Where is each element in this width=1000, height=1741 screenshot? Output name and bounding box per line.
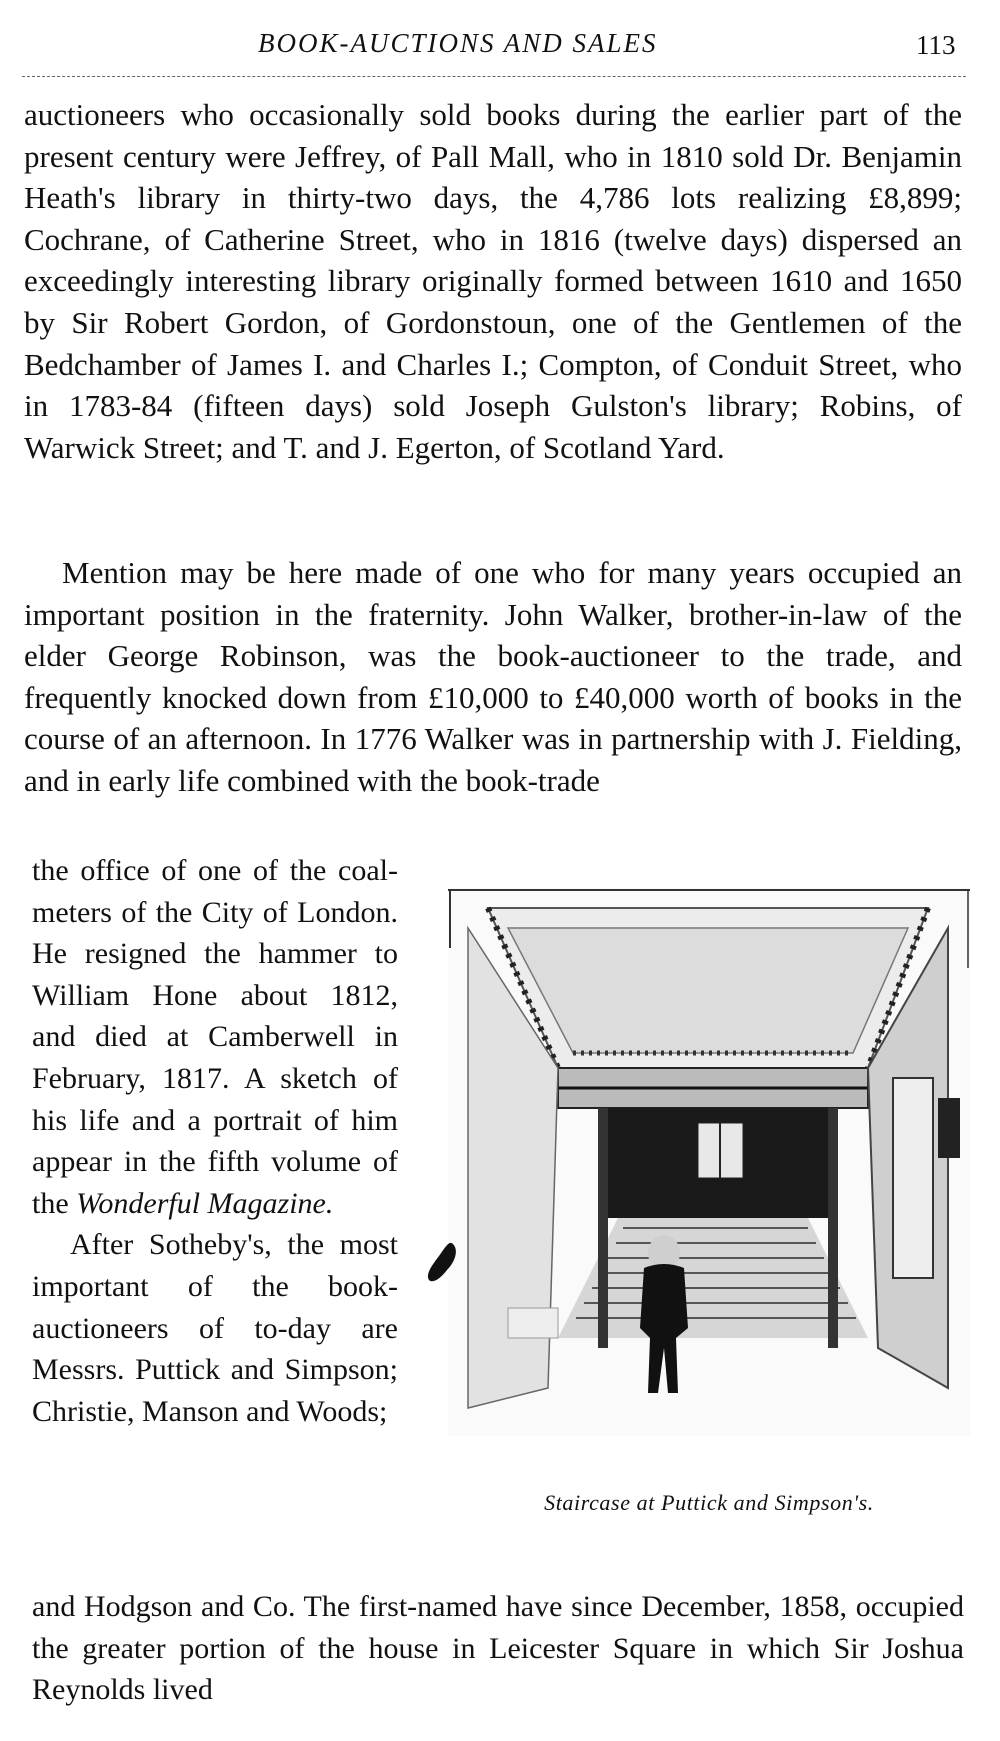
paragraph-1-text: auctioneers who occasionally sold books during the earlier part of the present century were Jeffrey, of Pall Mall, who in 1810 sold Dr. Benjamin Heath's library in thirty-two days, the 4,786 lots realizing £8,899; Cochrane, of Catherine Street, who in 1816 (twelve days) dispersed an exceedingly interesting library originally formed between 1610 and 1650 by Sir Robert Gordon, of Gordonstoun, one of the Gentlemen of the Bedchamber of James I. and Charles I.; Compton, of Conduit Street, who in 1783-84 (fifteen days) sold Joseph Gulston's library; Robins, of Warwick Street; and T. and J. Egerton, of Scotland Yard. [24, 97, 962, 465]
paragraph-2-continued [32, 850, 398, 1224]
paragraph-3-tail-text: and Hodgson and Co. The first-named have since December, 1858, occupied the greater portion of the house in Leicester Square in which Sir Joshua Reynolds lived [32, 1590, 964, 1707]
figure-caption: Staircase at Puttick and Simpson's. [544, 1490, 874, 1515]
paragraph-2-wrap-text: the office of one of the coal-meters of the City of London. He resigned the hammer to William Hone about 1812, and died at Camberwell in February, 1817. A sketch of his life and a portrait of him appear in the fifth volume of the [32, 854, 398, 1220]
header-rule [22, 76, 966, 77]
staircase-illustration [448, 888, 970, 1436]
running-head [0, 28, 1000, 68]
paragraph-3-tail [32, 1556, 964, 1741]
running-head-title: BOOK-AUCTIONS AND SALES [258, 28, 658, 58]
page-number: 113 [916, 30, 956, 60]
paragraph-2-text: Mention may be here made of one who for many years occupied an important position in the fraternity. John Walker, brother-in-law of the elder George Robinson, was the book-auctioneer to the trade, and frequently knocked down from £10,000 to £40,000 worth of books in the course of an afternoon. In 1776 Walker was in partnership with J. Fielding, and in early life combined with the book-trade [24, 555, 962, 798]
wrapped-column [32, 850, 398, 1432]
magazine-title: Wonderful Magazine. [76, 1186, 334, 1220]
paragraph-3-wrap-text: After Sotheby's, the most important of the book-auctioneers of to-day are Messrs. Puttick and Simpson; Christie, Manson and Woods; [32, 1228, 398, 1428]
paragraph-1 [24, 94, 962, 468]
paragraph-2 [24, 552, 962, 802]
staircase-engraving [448, 888, 970, 1436]
ink-blot [425, 1240, 461, 1286]
